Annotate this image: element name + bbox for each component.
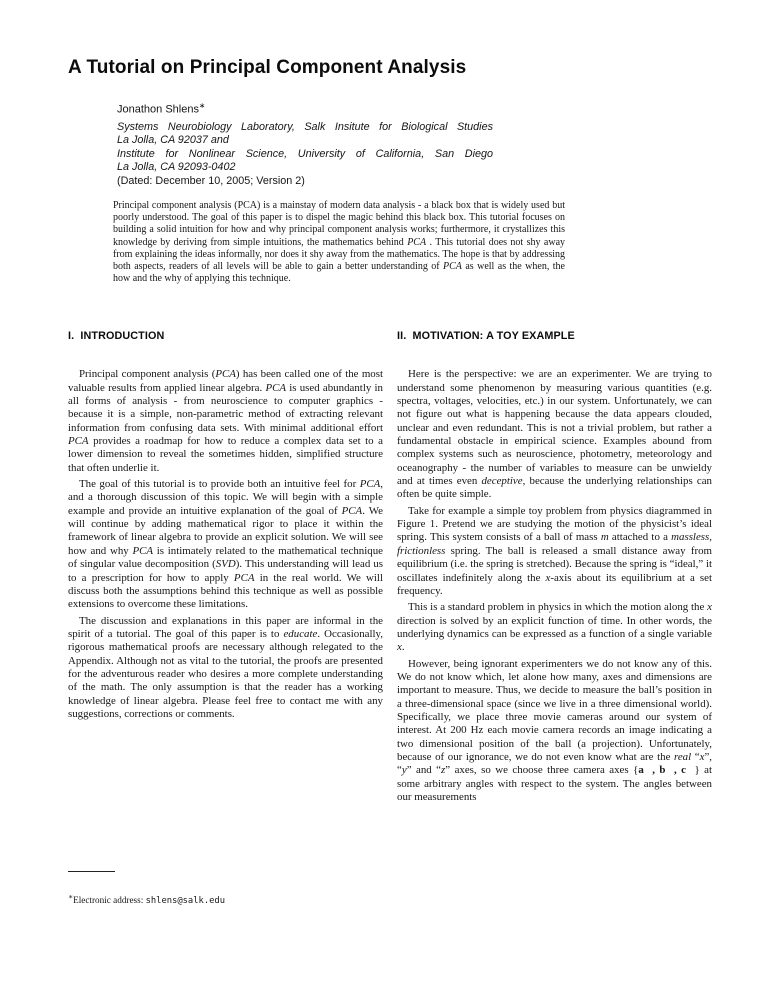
dated-line: (Dated: December 10, 2005; Version 2) <box>117 175 305 187</box>
section-body-motivation <box>397 368 712 804</box>
email-address: shlens@salk.edu <box>145 896 226 907</box>
paragraph: Here is the perspective: we are an experimenter. We are trying to understand some phenomenon by measuring various quantities (e.g. spectra, voltages, velocities, etc.) in our system. Unfortunately, we can not figure out what is happening because the data appears clouded, unclear and even redundant. This is not a trivial problem, but rather a fundamental obstacle in empirical science. Examples abound from complex systems such as neuroscience, photometry, meteorology and oceanography - the number of variables to measure can be unwieldy and at times even deceptive, because the underlying relationships can often be quite simple. <box>397 368 712 501</box>
footnote-label: Electronic address: <box>73 895 146 906</box>
affiliation-line: La Jolla, CA 92037 and <box>117 134 229 147</box>
affiliation <box>117 121 493 175</box>
affiliation-line: Systems Neurobiology Laboratory, Salk Insitute for Biological Studies <box>117 120 493 133</box>
author-name: Jonathon Shlens∗ <box>117 101 206 116</box>
author-block <box>117 99 497 175</box>
author-footnote-marker: ∗ <box>198 101 206 110</box>
footnote <box>68 871 383 906</box>
paragraph: This is a standard problem in physics in which the motion along the x direction is solved by an explicit function of time. In other words, the underlying dynamics can be expressed as a function of a single variable x. <box>397 601 712 654</box>
page-title: A Tutorial on Principal Component Analysis <box>68 57 467 78</box>
abstract <box>113 200 565 285</box>
section-heading-motivation: II. MOTIVATION: A TOY EXAMPLE <box>397 330 575 342</box>
paragraph: The goal of this tutorial is to provide both an intuitive feel for PCA, and a thorough discussion of this topic. We will begin with a simple example and provide an intuitive explanation of the goal of PCA. We will continue by adding mathematical rigor to place it within the framework of linear algebra to provide an explicit solution. We will see how and why PCA is intimately related to the mathematical technique of singular value decomposition (SVD). This understanding will lead us to a prescription for how to apply PCA in the real world. We will discuss both the assumptions behind this technique as well as possible extensions to overcome these limitations. <box>68 478 384 611</box>
paragraph: The discussion and explanations in this paper are informal in the spirit of a tutorial. The goal of this paper is to educate. Occasionally, rigorous mathematical proofs are necessary although relegated to the Appendix. Although not as vital to the tutorial, the proofs are presented for the adventurous reader who desires a more complete understanding of the math. The only assumption is that the reader has a working knowledge of linear algebra. Please feel free to contact me with any suggestions, corrections or comments. <box>68 614 384 720</box>
column-right <box>397 330 712 807</box>
section-heading-introduction: I. INTRODUCTION <box>68 330 165 342</box>
paragraph: Principal component analysis (PCA) is a mainstay of modern data analysis - a black box that is widely used but poorly understood. The goal of this paper is to dispel the magic behind this black box. This tutorial focuses on building a solid intuition for how and why principal component analysis works; furthermore, it crystallizes this knowledge by deriving from simple intuitions, the mathematics behind PCA . This tutorial does not shy away from explaining the ideas informally, nor does it shy away from the mathematics. The hope is that by addressing both aspects, readers of all levels will be able to gain a better understanding of PCA as well as the when, the how and the why of applying this technique. <box>113 200 566 285</box>
footnote-text <box>68 892 383 906</box>
footnote-marker: ∗ <box>68 892 74 901</box>
paragraph: However, being ignorant experimenters we do not know any of this. We do not know which, let alone how many, axes and dimensions are important to measure. Thus, we decide to measure the ball’s position in a three-dimensional space (since we live in a three dimensional world). Specifically, we place three movie cameras around our system of interest. At 200 Hz each movie camera records an image indicating a two dimensional position of the ball (a projection). Unfortunately, because of our ignorance, we do not even know what are the real “x”, “y” and “z” axes, so we choose three camera axes {a⃗, b⃗, c⃗} at some arbitrary angles with respect to the system. The angles between our measurements <box>397 657 713 803</box>
column-left <box>68 330 383 724</box>
paragraph: Take for example a simple toy problem from physics diagrammed in Figure 1. Pretend we are studying the motion of the physicist’s ideal spring. This system consists of a ball of mass m attached to a massless, frictionless spring. The ball is released a small distance away from equilibrium (i.e. the spring is stretched). Because the spring is “ideal,” it oscillates indefinitely along the x-axis about its equilibrium at a set frequency. <box>397 504 712 597</box>
paragraph: Principal component analysis (PCA) has been called one of the most valuable results from applied linear algebra. PCA is used abundantly in all forms of analysis - from neuroscience to computer graphics - because it is a simple, non-parametric method of extracting relevant information from confusing data sets. With minimal additional effort PCA provides a roadmap for how to reduce a complex data set to a lower dimension to reveal the sometimes hidden, simplified structure that often underlie it. <box>68 368 383 474</box>
affiliation-line: La Jolla, CA 92093-0402 <box>117 161 236 174</box>
section-body-introduction <box>68 368 383 721</box>
affiliation-line: Institute for Nonlinear Science, University of California, San Diego <box>117 147 493 160</box>
footnote-rule <box>68 871 115 872</box>
